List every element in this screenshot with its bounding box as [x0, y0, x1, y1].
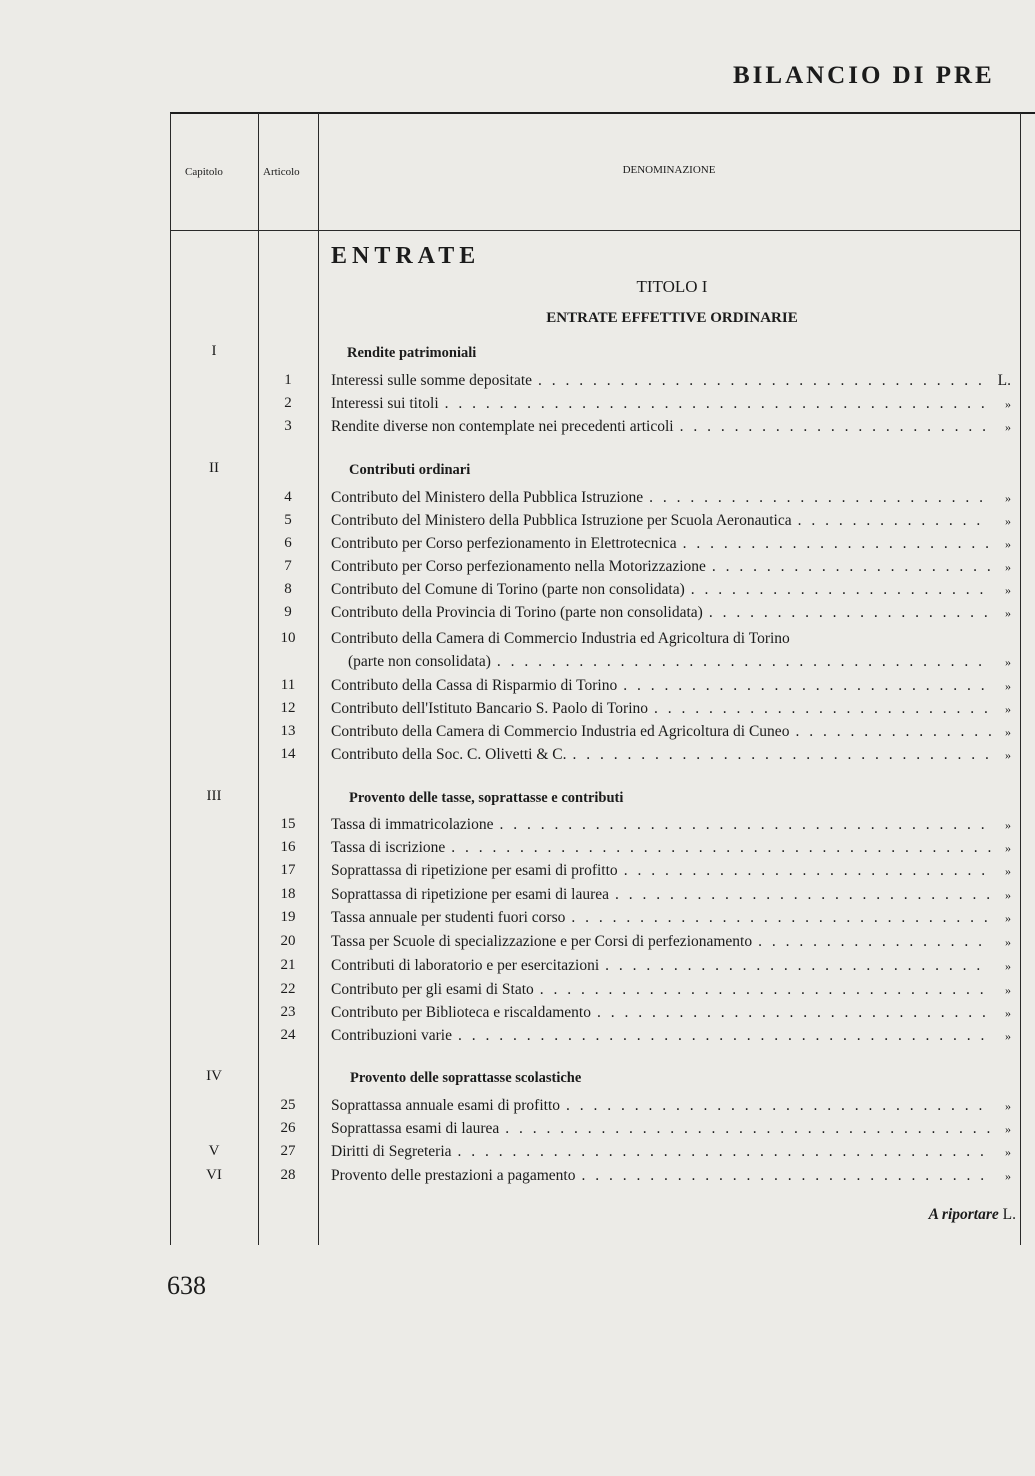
page-number: 638	[167, 1271, 206, 1300]
articolo-number: 13	[280, 723, 296, 739]
leader-dots	[540, 979, 991, 1001]
leader-dots	[624, 860, 991, 882]
articolo-number: 15	[280, 816, 296, 832]
leader-dots	[497, 651, 991, 673]
articolo-number: 20	[280, 933, 296, 949]
currency-mark: »	[1005, 655, 1011, 669]
entry-line	[331, 955, 1011, 977]
entry-line	[331, 860, 1011, 882]
entry-text: (parte non consolidata)	[348, 653, 491, 670]
articolo-number: 17	[280, 862, 296, 878]
leader-dots	[709, 602, 991, 624]
entry-text: Contributo del Comune di Torino (parte non consolidata)	[331, 581, 685, 598]
entry-line	[331, 1025, 1011, 1047]
entry-line	[331, 487, 1011, 509]
entry-text: Tassa per Scuole di specializzazione e per Corsi di perfezionamento	[331, 933, 753, 950]
entry-line	[331, 1118, 1011, 1140]
articolo-number: 2	[284, 395, 292, 411]
titolo-heading: TITOLO I	[636, 277, 708, 296]
articolo-number: 3	[284, 418, 292, 434]
articolo-number: 28	[280, 1167, 296, 1183]
carry-forward-currency: L.	[1002, 1206, 1016, 1223]
leader-dots	[458, 1025, 991, 1047]
currency-mark: »	[1005, 841, 1011, 855]
capitolo-number: III	[206, 788, 222, 804]
capitolo-number: II	[209, 460, 219, 476]
leader-dots	[538, 370, 991, 392]
entry-line	[331, 579, 1011, 601]
entry-line	[331, 533, 1011, 555]
titolo-subheading: ENTRATE EFFETTIVE ORDINARIE	[546, 310, 798, 326]
entry-text: Contribuzioni varie	[331, 1027, 452, 1044]
leader-dots	[795, 721, 991, 743]
articolo-number: 23	[280, 1004, 296, 1020]
capitolo-number: IV	[206, 1068, 222, 1084]
currency-mark: »	[1005, 959, 1011, 973]
leader-dots	[649, 487, 991, 509]
entry-text: Soprattassa di ripetizione per esami di profitto	[331, 862, 618, 879]
articolo-number: 7	[284, 558, 292, 574]
leader-dots	[691, 579, 991, 601]
entry-text: Rendite diverse non contemplate nei precedenti articoli	[331, 418, 674, 435]
entry-text: Interessi sui titoli	[331, 395, 439, 412]
entry-text: Soprattassa di ripetizione per esami di laurea	[331, 886, 610, 903]
articolo-number: 14	[280, 746, 296, 762]
entry-text: Contributo della Cassa di Risparmio di Torino	[331, 677, 618, 694]
currency-mark: »	[1005, 1169, 1011, 1183]
entry-text: Contributo per Corso perfezionamento nella Motorizzazione	[331, 558, 706, 575]
entry-line	[331, 907, 1011, 929]
page-title: BILANCIO DI PRE	[733, 62, 995, 89]
currency-mark: »	[1005, 748, 1011, 762]
entry-text: Contributo della Provincia di Torino (parte non consolidata)	[331, 604, 703, 621]
currency-mark: »	[1005, 606, 1011, 620]
capitolo-number: V	[208, 1143, 220, 1159]
leader-dots	[758, 931, 991, 953]
entry-line	[331, 931, 1011, 953]
currency-mark: »	[1005, 537, 1011, 551]
column-header-capitolo: Capitolo	[185, 166, 223, 178]
entry-text: Contributo per Biblioteca e riscaldamento	[331, 1004, 591, 1021]
entry-text: Contributo per gli esami di Stato	[331, 981, 534, 998]
currency-mark: »	[1005, 679, 1011, 693]
leader-dots	[654, 698, 991, 720]
currency-mark: »	[1005, 583, 1011, 597]
entry-text: Contributi di laboratorio e per esercitazioni	[331, 957, 600, 974]
entry-text: Contributo per Corso perfezionamento in Elettrotecnica	[331, 535, 677, 552]
currency-mark: »	[1005, 864, 1011, 878]
leader-dots	[571, 907, 991, 929]
entry-line	[331, 698, 1011, 720]
carry-forward	[800, 1206, 1016, 1224]
capitolo-number: I	[211, 343, 217, 359]
articolo-number: 19	[280, 909, 296, 925]
currency-mark: »	[1005, 725, 1011, 739]
entry-text: Soprattassa esami di laurea	[331, 1120, 500, 1137]
section-heading: Contributi ordinari	[349, 462, 471, 478]
articolo-number: 26	[280, 1120, 296, 1136]
currency-mark: »	[1005, 1099, 1011, 1113]
leader-dots	[615, 884, 991, 906]
currency-mark: »	[1005, 1145, 1011, 1159]
entry-text: Contributo della Camera di Commercio Industria ed Agricoltura di Torino	[331, 630, 790, 647]
entry-text: Tassa di immatricolazione	[331, 816, 494, 833]
leader-dots	[499, 814, 991, 836]
currency-mark: »	[1005, 702, 1011, 716]
articolo-number: 18	[280, 886, 296, 902]
entry-text: Provento delle prestazioni a pagamento	[331, 1167, 576, 1184]
entry-line	[331, 1165, 1011, 1187]
currency-mark: »	[1005, 935, 1011, 949]
articolo-number: 10	[280, 630, 296, 646]
entry-line	[331, 1002, 1011, 1024]
leader-dots	[680, 416, 991, 438]
column-header-denominazione: DENOMINAZIONE	[622, 164, 716, 176]
articolo-number: 12	[280, 700, 296, 716]
currency-mark: »	[1005, 888, 1011, 902]
articolo-number: 21	[280, 957, 296, 973]
articolo-number: 1	[284, 372, 292, 388]
section-heading: Provento delle soprattasse scolastiche	[350, 1070, 582, 1086]
entry-line	[331, 510, 1011, 532]
leader-dots	[451, 837, 991, 859]
currency-mark: »	[1005, 560, 1011, 574]
articolo-number: 8	[284, 581, 292, 597]
entrate-heading: ENTRATE	[331, 243, 481, 269]
entry-line	[331, 393, 1011, 415]
currency-mark: »	[1005, 1006, 1011, 1020]
section-heading: Rendite patrimoniali	[347, 345, 477, 361]
entry-line	[331, 628, 1011, 650]
currency-mark: »	[1005, 911, 1011, 925]
entry-line	[331, 837, 1011, 859]
leader-dots	[566, 1095, 991, 1117]
entry-line	[331, 675, 1011, 697]
leader-dots	[605, 955, 991, 977]
leader-dots	[798, 510, 991, 532]
entry-text: Contributo della Soc. C. Olivetti & C.	[331, 746, 567, 763]
articolo-number: 16	[280, 839, 296, 855]
entry-line	[331, 884, 1011, 906]
articolo-number: 5	[284, 512, 292, 528]
currency-mark: »	[1005, 491, 1011, 505]
currency-mark: »	[1005, 983, 1011, 997]
entry-text: Interessi sulle somme depositate	[331, 372, 533, 389]
articolo-number: 4	[284, 489, 292, 505]
leader-dots	[505, 1118, 991, 1140]
entry-text: Tassa annuale per studenti fuori corso	[331, 909, 566, 926]
capitolo-number: VI	[206, 1167, 222, 1183]
articolo-number: 22	[280, 981, 296, 997]
leader-dots	[581, 1165, 991, 1187]
currency-mark: »	[1005, 397, 1011, 411]
entry-text: Contributo dell'Istituto Bancario S. Paolo di Torino	[331, 700, 649, 717]
currency-mark: »	[1005, 514, 1011, 528]
entry-text: Contributo del Ministero della Pubblica Istruzione	[331, 489, 644, 506]
entry-text: Soprattassa annuale esami di profitto	[331, 1097, 560, 1114]
articolo-number: 24	[280, 1027, 296, 1043]
header-rule	[170, 230, 1020, 231]
leader-dots	[597, 1002, 991, 1024]
entry-line	[331, 1095, 1011, 1117]
leader-dots	[573, 744, 991, 766]
leader-dots	[683, 533, 991, 555]
leader-dots	[445, 393, 991, 415]
entry-line-continuation	[331, 651, 1011, 673]
entry-text: Contributo del Ministero della Pubblica Istruzione per Scuola Aeronautica	[331, 512, 792, 529]
currency-mark: »	[1005, 1122, 1011, 1136]
entry-line	[331, 416, 1011, 438]
carry-forward-label: A riportare	[928, 1206, 999, 1223]
entry-text: Diritti di Segreteria	[331, 1143, 452, 1160]
articolo-number: 6	[284, 535, 292, 551]
articolo-number: 9	[284, 604, 292, 620]
leader-dots	[712, 556, 991, 578]
entry-line	[331, 979, 1011, 1001]
section-heading: Provento delle tasse, soprattasse e contributi	[349, 790, 624, 806]
entry-text: Tassa di iscrizione	[331, 839, 446, 856]
entry-line	[331, 370, 1011, 392]
leader-dots	[623, 675, 991, 697]
currency-mark: »	[1005, 818, 1011, 832]
entry-line	[331, 556, 1011, 578]
entry-line	[331, 744, 1011, 766]
entry-line	[331, 602, 1011, 624]
articolo-number: 11	[280, 677, 296, 693]
entry-line	[331, 814, 1011, 836]
column-header-articolo: Articolo	[263, 166, 300, 178]
top-rule	[170, 112, 1035, 114]
currency-mark: »	[1005, 420, 1011, 434]
entry-line	[331, 1141, 1011, 1163]
articolo-number: 25	[280, 1097, 296, 1113]
articolo-number: 27	[280, 1143, 296, 1159]
currency-mark: L.	[997, 372, 1011, 389]
entry-line	[331, 721, 1011, 743]
entry-text: Contributo della Camera di Commercio Industria ed Agricoltura di Cuneo	[331, 723, 790, 740]
leader-dots	[458, 1141, 991, 1163]
currency-mark: »	[1005, 1029, 1011, 1043]
